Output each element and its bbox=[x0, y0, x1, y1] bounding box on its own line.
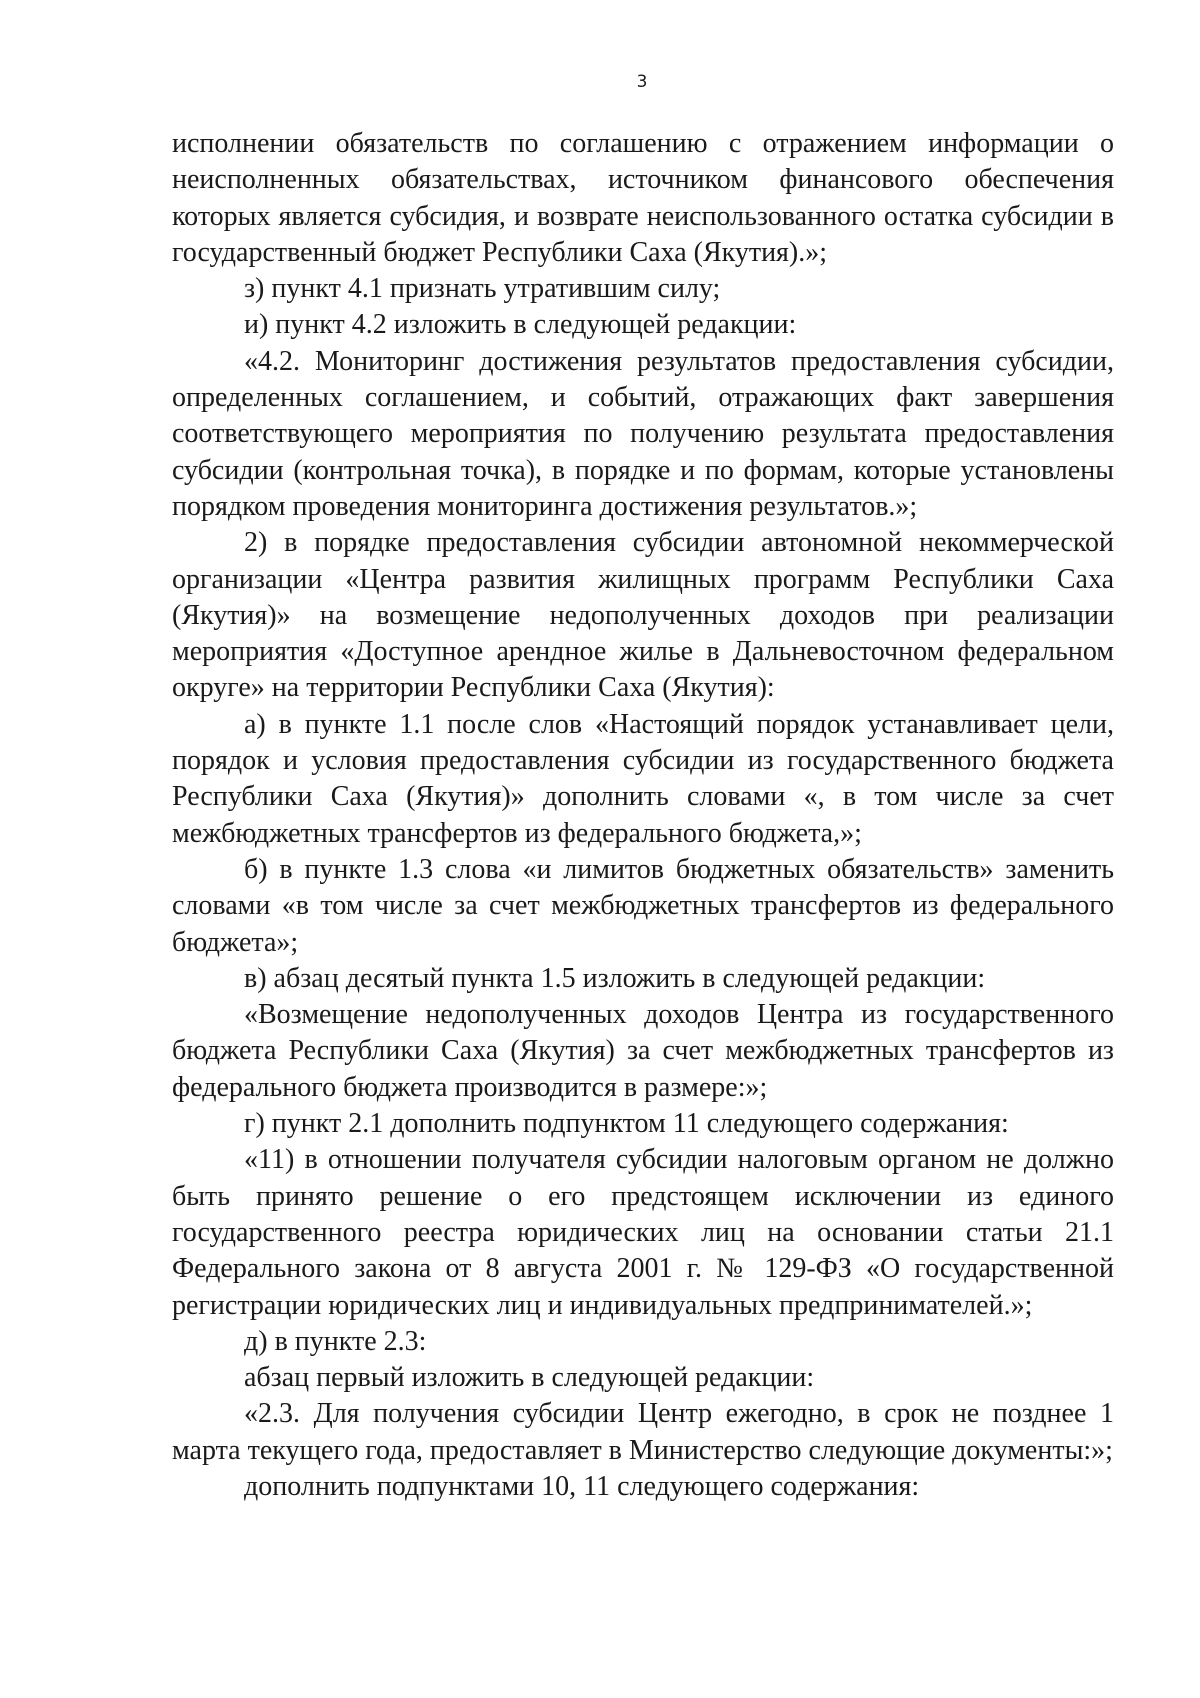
document-body bbox=[172, 126, 1114, 1505]
paragraph-quote-reimbursement: «Возмещение недополученных доходов Центра из государственного бюджета Республики Саха (Якутия) за счет межбюджетных трансфертов из федерального бюджета производится в размере:»; bbox=[172, 999, 1114, 1103]
paragraph-item-b: б) в пункте 1.3 слова «и лимитов бюджетных обязательств» заменить словами «в том числе за счет межбюджетных трансфертов из федерального бюджета»; bbox=[172, 853, 1114, 958]
paragraph-item-z: з) пункт 4.1 признать утратившим силу; bbox=[244, 273, 721, 305]
paragraph-first-abzac: абзац первый изложить в следующей редакции: bbox=[244, 1362, 815, 1394]
paragraph-item-i: и) пункт 4.2 изложить в следующей редакции: bbox=[244, 309, 797, 341]
paragraph-quote-4-2: «4.2. Мониторинг достижения результатов предоставления субсидии, определенных соглашением, и событий, отражающих факт завершения соответствующего мероприятия по получению результата предоставления субсидии (контрольная точка), в порядке и по формам, которые установлены порядком проведения мониторинга достижения результатов.»; bbox=[172, 345, 1114, 522]
paragraph-add-subitems: дополнить подпунктами 10, 11 следующего содержания: bbox=[244, 1470, 920, 1502]
paragraph-quote-11: «11) в отношении получателя субсидии налоговым органом не должно быть принято решение о его предстоящем исключении из единого государственного реестра юридических лиц на основании статьи 21.1 Федерального закона от 8 августа 2001 г. № 129-ФЗ «О государственной регистрации юридических лиц и индивидуальных предпринимателей.»; bbox=[172, 1144, 1114, 1321]
paragraph-item-g: г) пункт 2.1 дополнить подпунктом 11 следующего содержания: bbox=[244, 1108, 1009, 1140]
paragraph-item-v: в) абзац десятый пункта 1.5 изложить в следующей редакции: bbox=[244, 962, 986, 994]
paragraph-item-d: д) в пункте 2.3: bbox=[244, 1325, 427, 1357]
page-number: 3 bbox=[636, 72, 648, 92]
paragraph-item-a: а) в пункте 1.1 после слов «Настоящий порядок устанавливает цели, порядок и условия предоставления субсидии из государственного бюджета Республики Саха (Якутия)» дополнить словами «, в том числе за счет межбюджетных трансфертов из федерального бюджета,»; bbox=[172, 708, 1114, 849]
paragraph-item-2: 2) в порядке предоставления субсидии автономной некоммерческой организации «Центра развития жилищных программ Республики Саха (Якутия)» на возмещение недополученных доходов при реализации мероприятия «Доступное арендное жилье в Дальневосточном федеральном округе» на территории Республики Саха (Якутия): bbox=[172, 527, 1114, 704]
paragraph-continuation: исполнении обязательств по соглашению с отражением информации о неисполненных обязательствах, источником финансового обеспечения которых является субсидия, и возврате неиспользованного остатка субсидии в государственный бюджет Республики Саха (Якутия).»; bbox=[172, 128, 1114, 268]
paragraph-quote-2-3: «2.3. Для получения субсидии Центр ежегодно, в срок не позднее 1 марта текущего года, предоставляет в Министерство следующие документы:»; bbox=[172, 1398, 1114, 1466]
